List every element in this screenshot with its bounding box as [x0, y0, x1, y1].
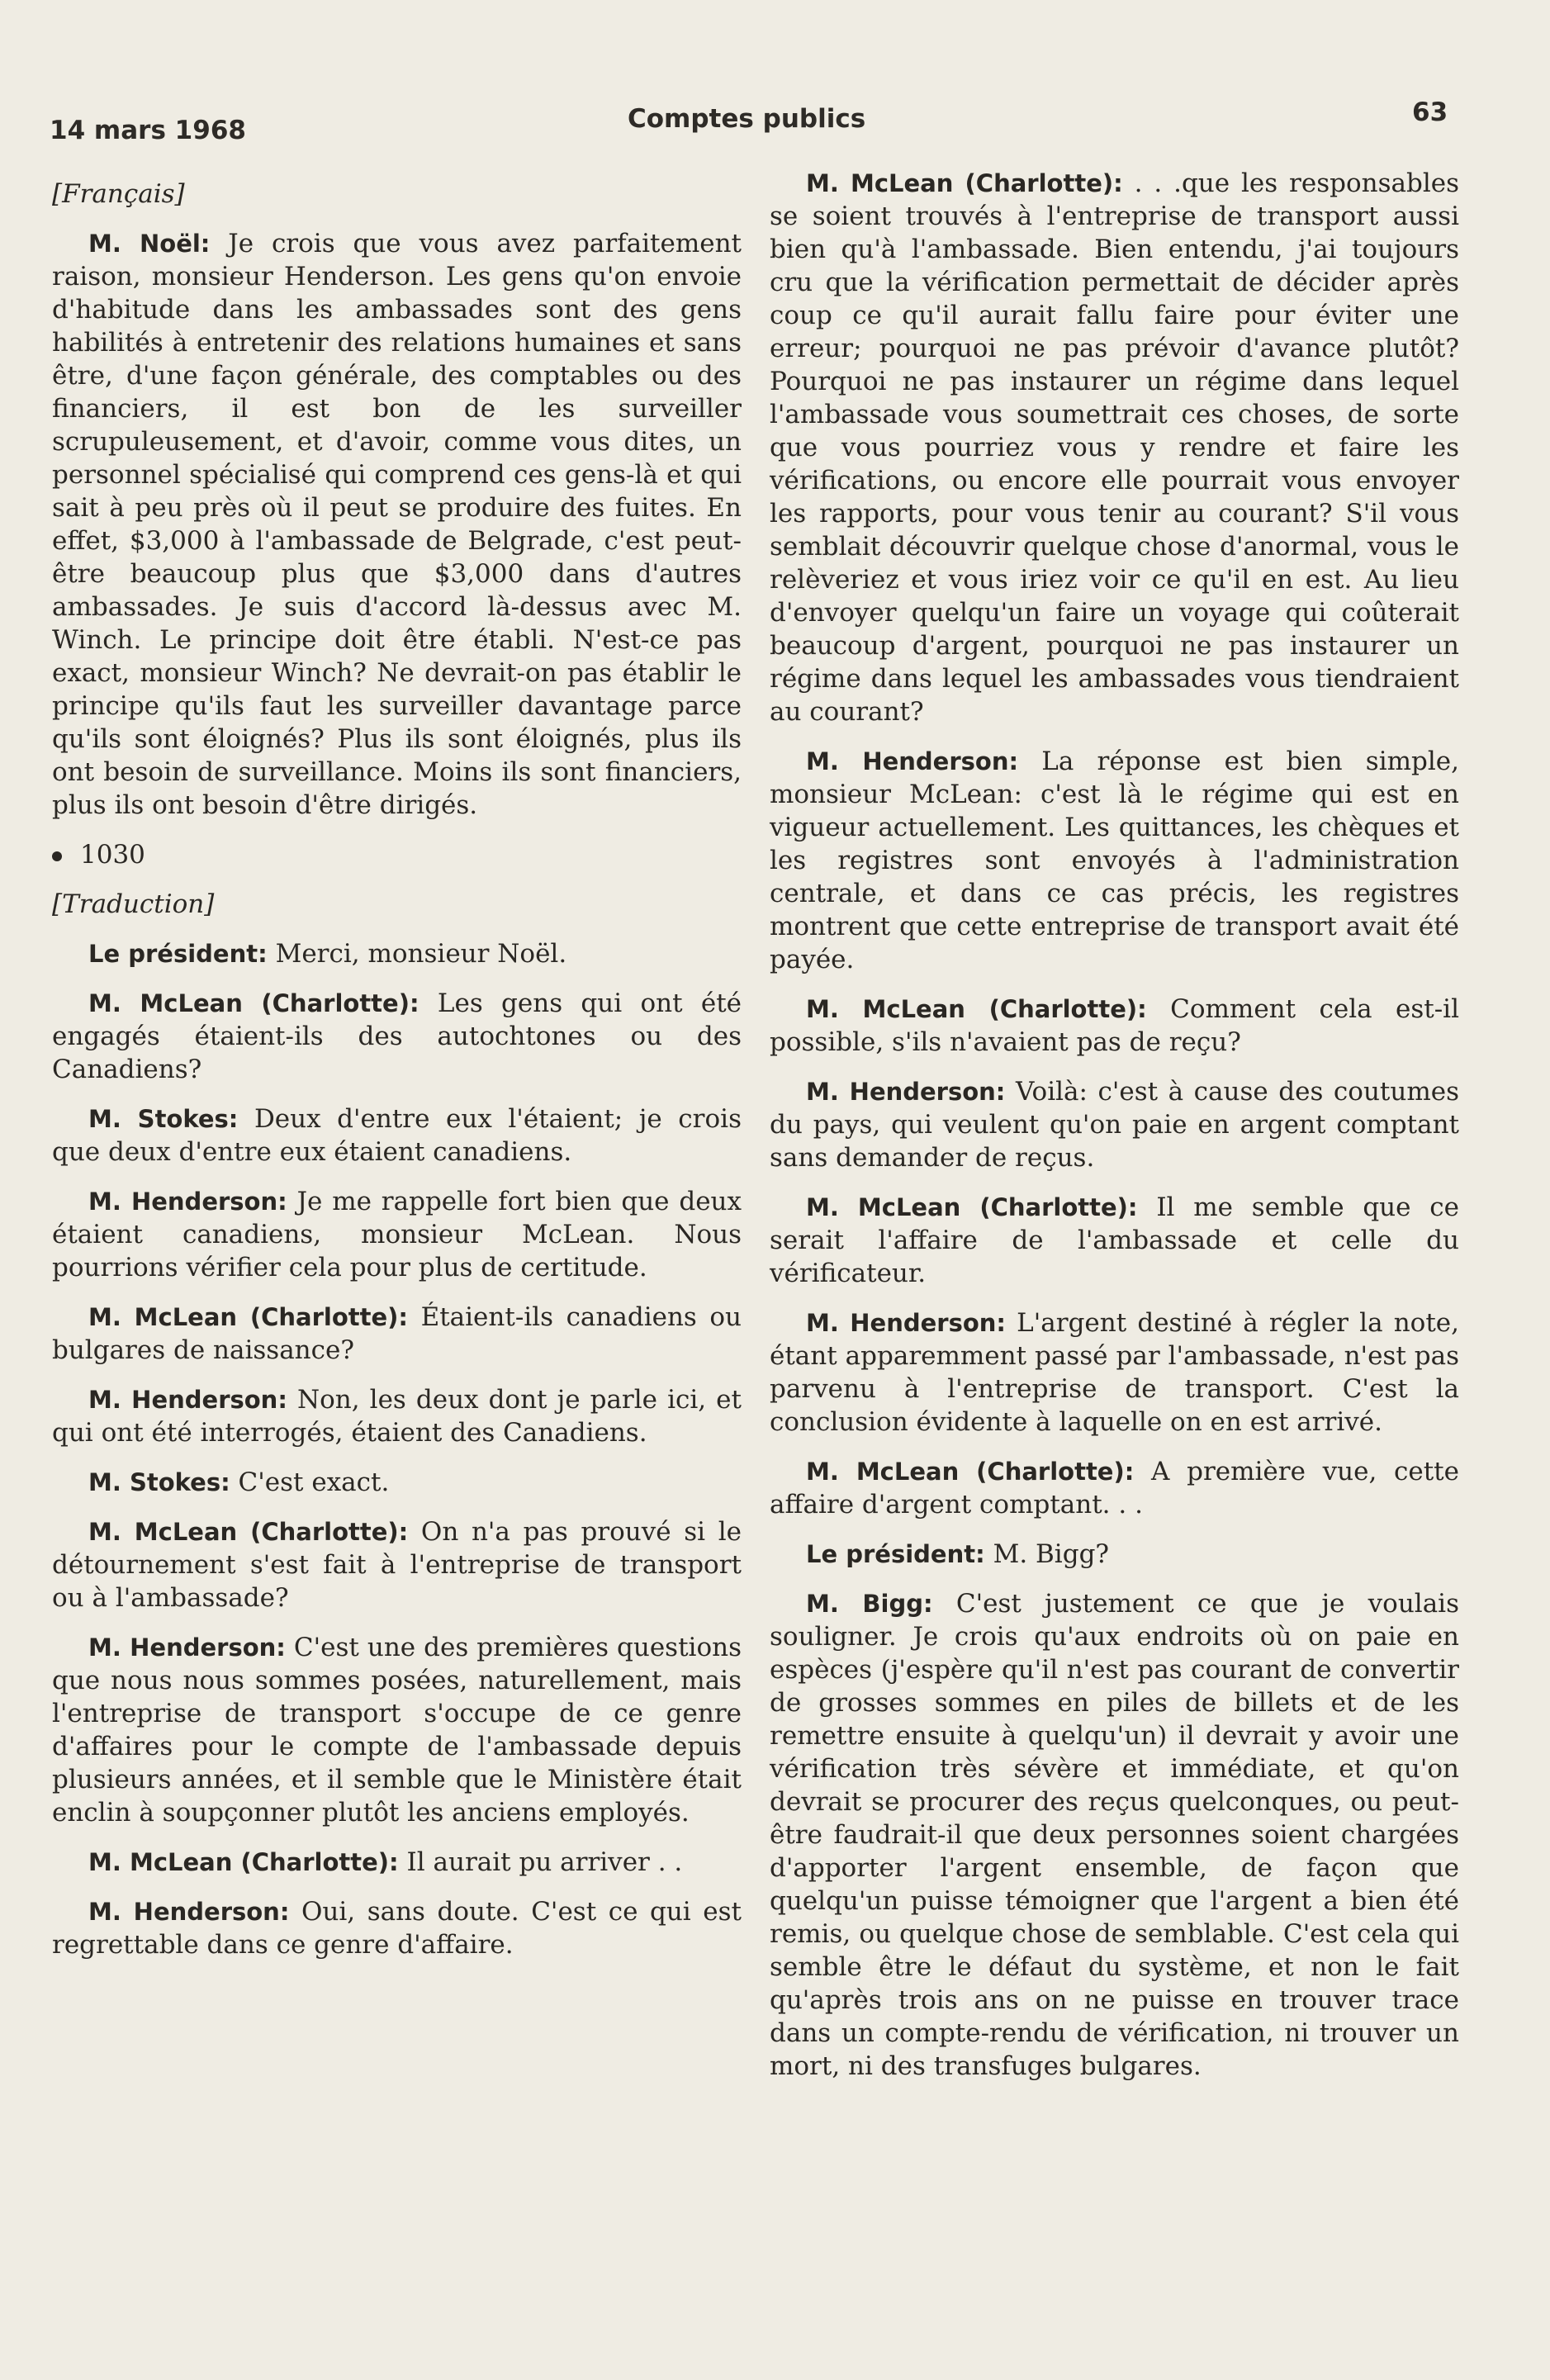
- speech: Comment cela est-il possible, s'ils n'avaient pas de reçu?: [770, 994, 1459, 1057]
- paragraph: [52, 1466, 742, 1499]
- speech: Voilà: c'est à cause des coutumes du pays, qui veulent qu'on paie en argent comptant sans demander de reçus.: [770, 1077, 1460, 1173]
- paragraph: [770, 1191, 1459, 1290]
- speech: Non, les deux dont je parle ici, et qui ont été interrogés, étaient des Canadiens.: [52, 1385, 742, 1448]
- page-number: 63: [1412, 97, 1448, 127]
- speaker: M. Henderson:: [806, 1309, 1007, 1337]
- speech: C'est exact.: [238, 1467, 390, 1497]
- paragraph: [52, 1383, 742, 1449]
- speech: Il me semble que ce serait l'affaire de l'ambassade et celle du vérificateur.: [770, 1192, 1459, 1288]
- paragraph: [52, 1631, 742, 1829]
- paragraph: [52, 1185, 742, 1284]
- speaker: M. Henderson:: [88, 1898, 290, 1926]
- bullet-icon: [52, 851, 62, 861]
- speech: Merci, monsieur Noël.: [275, 939, 567, 969]
- speech: Étaient-ils canadiens ou bulgares de naissance?: [52, 1302, 742, 1365]
- speech: Oui, sans doute. C'est ce qui est regrettable dans ce genre d'affaire.: [52, 1897, 742, 1960]
- speaker: M. McLean (Charlotte):: [806, 1193, 1138, 1221]
- header-date: 14 mars 1968: [50, 116, 246, 145]
- speech: M. Bigg?: [993, 1539, 1110, 1569]
- speech: La réponse est bien simple, monsieur McLean: c'est là le régime qui est en vigueur actuellement. Les quittances, les chèques et les registres sont envoyés à l'administration centrale, et dans ce cas précis, les registres montrent que cette entreprise de transport avait été payée.: [770, 747, 1459, 974]
- paragraph: [52, 1301, 742, 1367]
- language-marker: [Traduction]: [52, 889, 215, 919]
- paragraph: [770, 167, 1459, 728]
- paragraph: [52, 1515, 742, 1614]
- speaker: M. Stokes:: [88, 1105, 239, 1133]
- header-title: Comptes publics: [628, 104, 866, 134]
- page-header: [50, 97, 1453, 147]
- paragraph: [770, 745, 1459, 976]
- speaker: Le président:: [806, 1540, 985, 1568]
- paragraph: [52, 1895, 742, 1961]
- speaker: M. Henderson:: [88, 1188, 287, 1216]
- speaker: M. McLean (Charlotte):: [88, 1303, 409, 1331]
- speaker: Le président:: [88, 940, 268, 968]
- speech: Les gens qui ont été engagés étaient-ils des autochtones ou des Canadiens?: [52, 989, 742, 1084]
- speaker: M. Henderson:: [88, 1386, 287, 1414]
- language-marker: [Français]: [52, 179, 185, 209]
- speaker: M. Henderson:: [88, 1633, 286, 1662]
- paragraph: [52, 987, 742, 1086]
- speech: Il aurait pu arriver . .: [406, 1847, 683, 1877]
- speaker: M. Noël:: [88, 230, 211, 258]
- speech: Je me rappelle fort bien que deux étaient canadiens, monsieur McLean. Nous pourrions vérifier cela pour plus de certitude.: [52, 1187, 742, 1282]
- left-column: [52, 178, 742, 1978]
- paragraph: [52, 1846, 742, 1879]
- paragraph: [770, 993, 1459, 1059]
- speaker: M. Stokes:: [88, 1468, 230, 1496]
- speaker: M. McLean (Charlotte):: [806, 169, 1123, 197]
- speaker: M. Bigg:: [806, 1590, 933, 1618]
- speech: L'argent destiné à régler la note, étant apparemment passé par l'ambassade, n'est pas parvenu à l'entreprise de transport. C'est la conclusion évidente à laquelle on en est arrivé.: [770, 1308, 1459, 1437]
- time-marker: [52, 838, 742, 871]
- speaker: M. Henderson:: [806, 747, 1019, 775]
- paragraph: [52, 227, 742, 822]
- speech: Je crois que vous avez parfaitement raison, monsieur Henderson. Les gens qu'on envoie d'habitude dans les ambassades sont des gens habilités à entretenir des relations humaines et sans être, d'une façon générale, des comptables ou des financiers, il est bon de les surveiller scrupuleusement, et d'avoir, comme vous dites, un personnel spécialisé qui comprend ces gens-là et qui sait à peu près où il peut se produire des fuites. En effet, $3,000 à l'ambassade de Belgrade, c'est peut-être beaucoup plus que $3,000 dans d'autres ambassades. Je suis d'accord là-dessus avec M. Winch. Le principe doit être établi. N'est-ce pas exact, monsieur Winch? Ne devrait-on pas établir le principe qu'ils faut les surveiller davantage parce qu'ils sont éloignés? Plus ils sont éloignés, plus ils ont besoin de surveillance. Moins ils sont financiers, plus ils ont besoin d'être dirigés.: [52, 229, 742, 820]
- paragraph: [770, 1455, 1459, 1521]
- right-column: [770, 167, 1459, 2099]
- speaker: M. Henderson:: [806, 1078, 1006, 1106]
- speech: C'est justement ce que je voulais souligner. Je crois qu'aux endroits où on paie en espèces (j'espère qu'il n'est pas courant de convertir de grosses sommes en piles de billets et de les remettre ensuite à quelqu'un) il devrait y avoir une vérification très sévère et immédiate, et qu'on devrait se procurer des reçus quelconques, ou peut-être faudrait-il que deux personnes soient chargées d'apporter l'argent ensemble, de façon que quelqu'un puisse témoigner que l'argent a bien été remis, ou quelque chose de semblable. C'est cela qui semble être le défaut du système, et non le fait qu'après trois ans on ne puisse en trouver trace dans un compte-rendu de vérification, ni trouver un mort, ni des transfuges bulgares.: [770, 1589, 1460, 2081]
- speech: . . .que les responsables se soient trouvés à l'entreprise de transport aussi bien qu'à l'ambassade. Bien entendu, j'ai toujours cru que la vérification permettait de décider après coup ce qu'il aurait fallu faire pour éviter une erreur; pourquoi ne pas prévoir d'avance plutôt? Pourquoi ne pas instaurer un régime dans lequel l'ambassade vous soumettrait ces choses, de sorte que vous pourriez vous y rendre et faire les vérifications, ou encore elle pourrait vous envoyer les rapports, pour vous tenir au courant? S'il vous semblait découvrir quelque chose d'anormal, vous le relèveriez et vous iriez voir ce qu'il en est. Au lieu d'envoyer quelqu'un faire un voyage qui coûterait beaucoup d'argent, pourquoi ne pas instaurer un régime dans lequel les ambassades vous tiendraient au courant?: [770, 168, 1459, 727]
- paragraph: [770, 1306, 1459, 1439]
- speech: C'est une des premières questions que nous nous sommes posées, naturellement, mais l'entreprise de transport s'occupe de ce genre d'affaires pour le compte de l'ambassade depuis plusieurs années, et il semble que le Ministère était enclin à soupçonner plutôt les anciens employés.: [52, 1633, 742, 1828]
- speaker: M. McLean (Charlotte):: [88, 1518, 409, 1546]
- speaker: M. McLean (Charlotte):: [88, 1848, 399, 1876]
- speaker: M. McLean (Charlotte):: [806, 1458, 1135, 1486]
- paragraph: [770, 1587, 1459, 2083]
- paragraph: [770, 1075, 1459, 1174]
- time: 1030: [80, 840, 145, 870]
- speech: On n'a pas prouvé si le détournement s'est fait à l'entreprise de transport ou à l'ambassade?: [52, 1517, 742, 1613]
- speech: Deux d'entre eux l'étaient; je crois que deux d'entre eux étaient canadiens.: [52, 1104, 742, 1167]
- speech: A première vue, cette affaire d'argent comptant. . .: [770, 1457, 1459, 1520]
- speaker: M. McLean (Charlotte):: [88, 989, 419, 1017]
- paragraph: [52, 937, 742, 970]
- paragraph: [52, 1102, 742, 1169]
- speaker: M. McLean (Charlotte):: [806, 995, 1147, 1023]
- paragraph: [770, 1538, 1459, 1571]
